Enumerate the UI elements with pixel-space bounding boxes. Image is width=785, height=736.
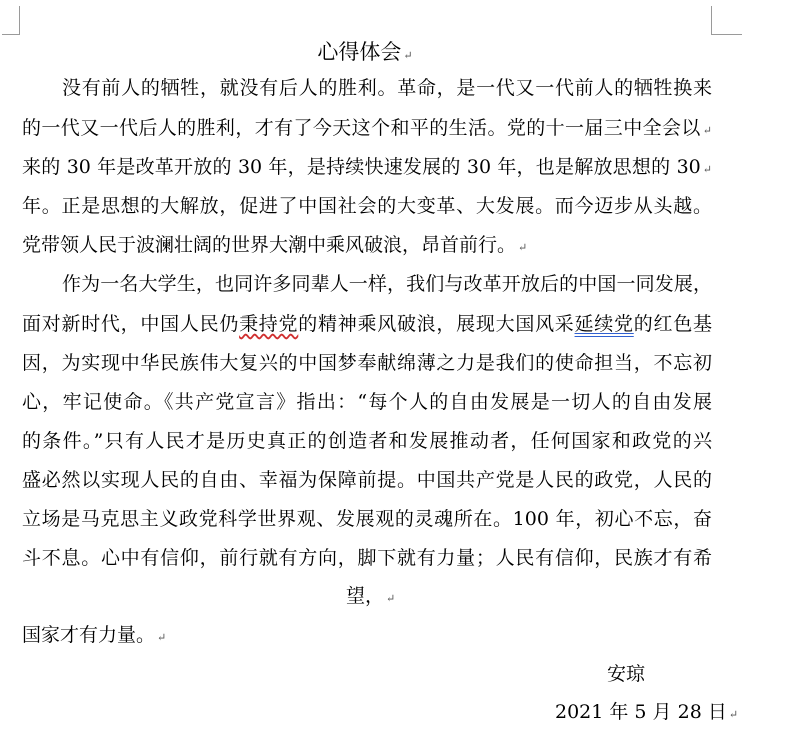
text-line[interactable]: 斗不息。心中有信仰，前行就有方向，脚下就有力量；人民有信仰，民族才有希	[22, 547, 712, 569]
document-date[interactable]: 2021 年 5 月 28 日 ↵	[555, 701, 739, 723]
text-line[interactable]: 年。正是思想的大解放，促进了中国社会的大变革、大发展。而今迈步从头越。	[22, 195, 712, 217]
crop-mark-top-left	[2, 6, 20, 35]
paragraph-mark: ↵	[728, 708, 739, 721]
text-line[interactable]: 没有前人的牺牲，就没有后人的胜利。革命，是一代又一代前人的牺牲换来	[62, 77, 712, 99]
spellcheck-underline[interactable]: 秉持党	[239, 313, 299, 335]
text-line[interactable]: 望， ↵	[346, 585, 396, 607]
text-line[interactable]: 党带领人民于波澜壮阔的世界大潮中乘风破浪，昂首前行。 ↵	[22, 234, 528, 256]
crop-mark-top-right	[711, 6, 742, 35]
text-line[interactable]: 立场是马克思主义政党科学世界观、发展观的灵魂所在。100 年，初心不忘，奋	[22, 508, 712, 530]
text-line[interactable]: 面对新时代，中国人民仍秉持党的精神乘风破浪，展现大国风采延续党的红色基	[22, 313, 712, 335]
signer-name[interactable]: 安琼	[607, 663, 646, 685]
document-title[interactable]: 心得体会 ↵	[317, 40, 413, 64]
text-line[interactable]: 来的 30 年是改革开放的 30 年，是持续快速发展的 30 年，也是解放思想的 30 ↵	[22, 156, 712, 178]
paragraph-mark: ↵	[518, 241, 528, 254]
paragraph-mark: ↵	[702, 163, 712, 176]
text-line[interactable]: 因，为实现中华民族伟大复兴的中国梦奉献绵薄之力是我们的使命担当，不忘初	[22, 352, 712, 374]
text-line[interactable]: 盛必然以实现人民的自由、幸福为保障前提。中国共产党是人民的政党，人民的	[22, 469, 712, 491]
text-line[interactable]: 的条件。”只有人民才是历史真正的创造者和发展推动者，任何国家和政党的兴	[22, 430, 712, 452]
paragraph-mark: ↵	[403, 49, 413, 62]
paragraph-mark: ↵	[157, 631, 167, 644]
text-line[interactable]: 国家才有力量。 ↵	[22, 624, 167, 646]
text-line[interactable]: 作为一名大学生，也同许多同辈人一样，我们与改革开放后的中国一同发展，	[62, 273, 712, 295]
text-line[interactable]: 心，牢记使命。《共产党宣言》指出：“每个人的自由发展是一切人的自由发展	[22, 391, 712, 413]
paragraph-mark: ↵	[702, 124, 712, 137]
paragraph-mark: ↵	[386, 592, 396, 605]
text-line[interactable]: 的一代又一代后人的胜利，才有了今天这个和平的生活。党的十一届三中全会以 ↵	[22, 117, 712, 139]
grammar-underline[interactable]: 延续党	[574, 313, 634, 335]
